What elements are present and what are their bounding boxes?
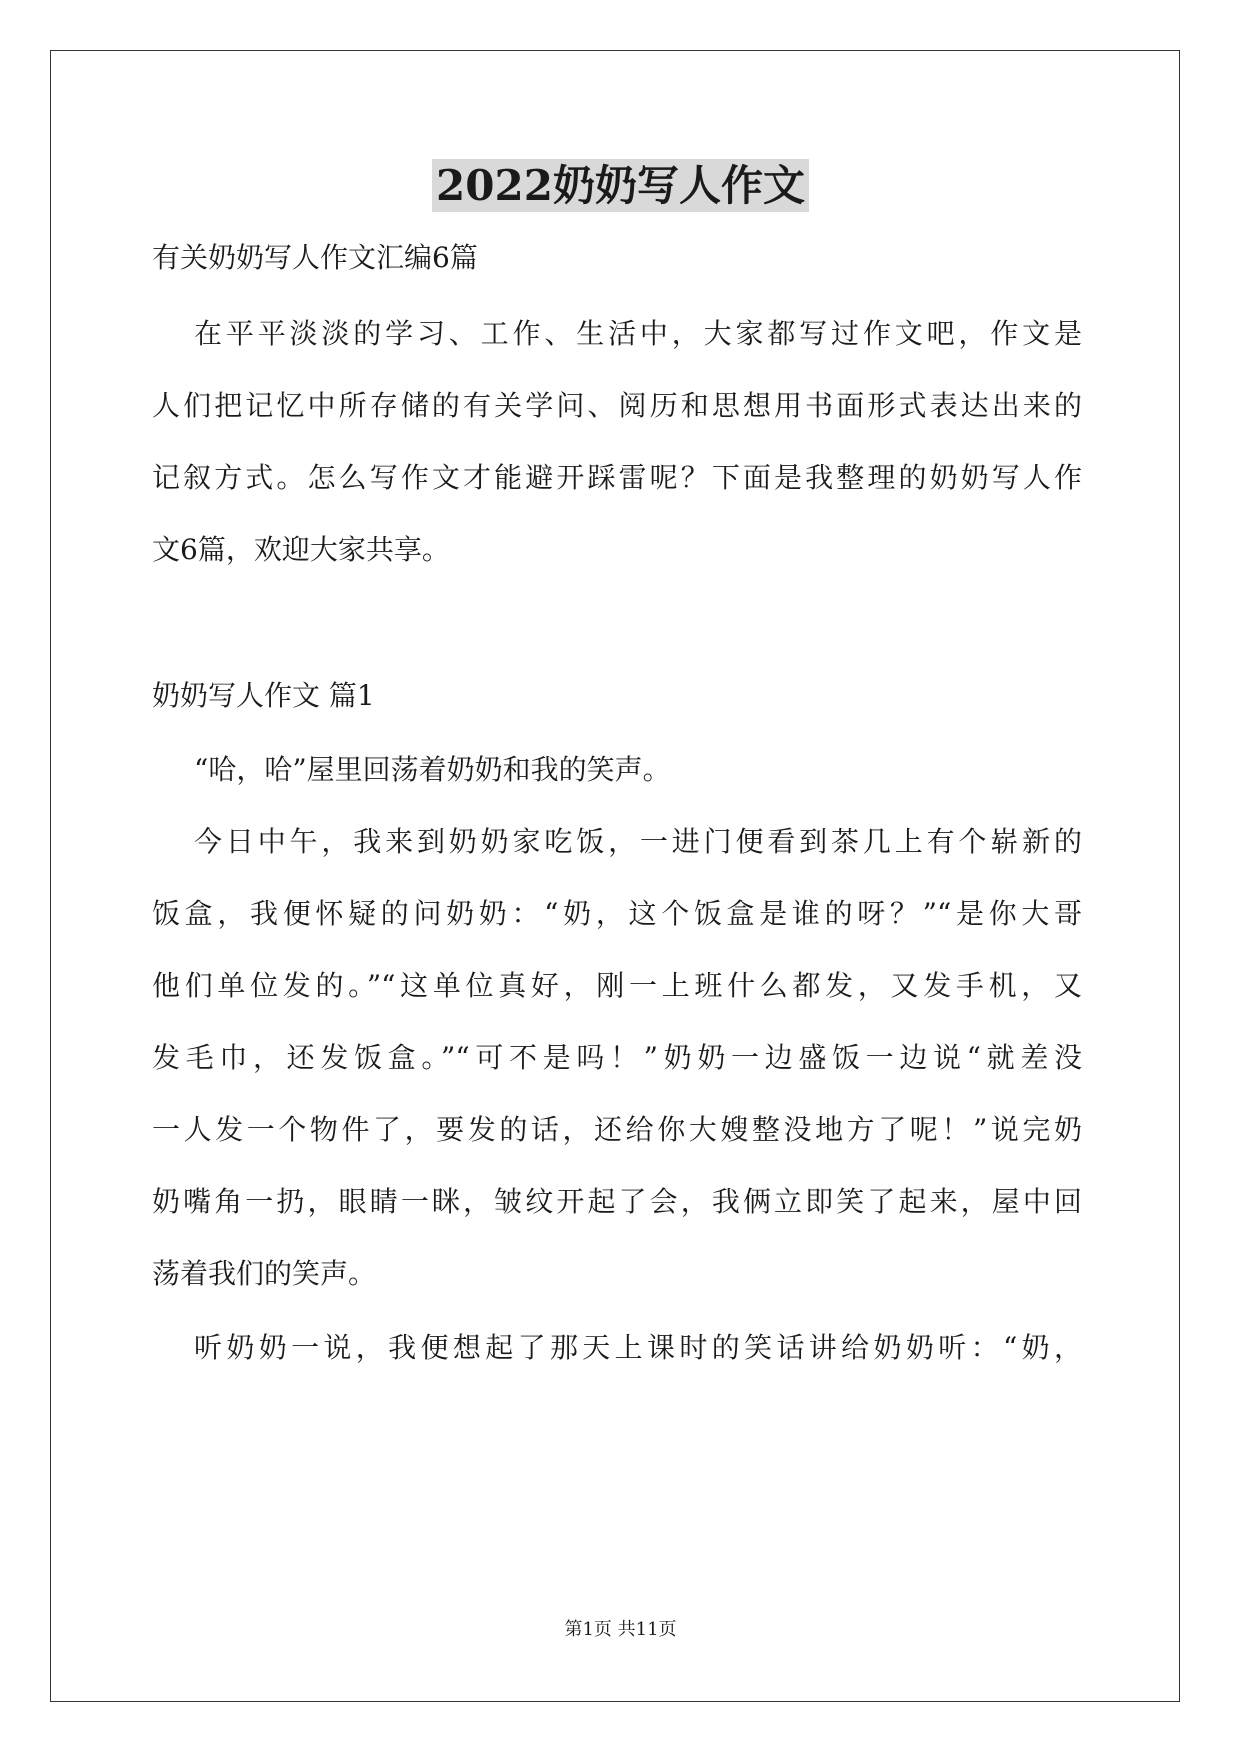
body-line-6: 一人发一个物件了，要发的话，还给你大嫂整没地方了呢！”说完奶 (152, 1113, 1082, 1146)
body-line-8: 荡着我们的笑声。 (152, 1257, 377, 1290)
page-footer: 第1页 共11页 (564, 1619, 677, 1640)
section-heading: 奶奶写人作文 篇1 (152, 679, 375, 712)
document-subtitle: 有关奶奶写人作文汇编6篇 (152, 241, 478, 274)
page-border (50, 50, 1180, 1702)
body-line-2: 今日中午，我来到奶奶家吃饭，一进门便看到茶几上有个崭新的 (194, 825, 1082, 858)
intro-line-2: 人们把记忆中所存储的有关学问、阅历和思想用书面形式表达出来的 (152, 389, 1082, 422)
intro-line-3: 记叙方式。怎么写作文才能避开踩雷呢？下面是我整理的奶奶写人作 (152, 461, 1082, 494)
body-line-9: 听奶奶一说，我便想起了那天上课时的笑话讲给奶奶听：“奶， (194, 1331, 1082, 1364)
body-line-1: “哈，哈”屋里回荡着奶奶和我的笑声。 (194, 753, 671, 786)
body-line-5: 发毛巾，还发饭盒。”“可不是吗！”奶奶一边盛饭一边说“就差没 (152, 1041, 1082, 1074)
document-title (0, 158, 1241, 214)
intro-line-1: 在平平淡淡的学习、工作、生活中，大家都写过作文吧，作文是 (194, 317, 1082, 350)
intro-line-4: 文6篇，欢迎大家共享。 (152, 533, 450, 566)
document-title-text: 2022奶奶写人作文 (432, 159, 809, 212)
body-line-7: 奶嘴角一扔，眼睛一眯，皱纹开起了会，我俩立即笑了起来，屋中回 (152, 1185, 1082, 1218)
body-line-4: 他们单位发的。”“这单位真好，刚一上班什么都发，又发手机，又 (152, 969, 1082, 1002)
body-line-3: 饭盒，我便怀疑的问奶奶：“奶，这个饭盒是谁的呀？”“是你大哥 (152, 897, 1082, 930)
